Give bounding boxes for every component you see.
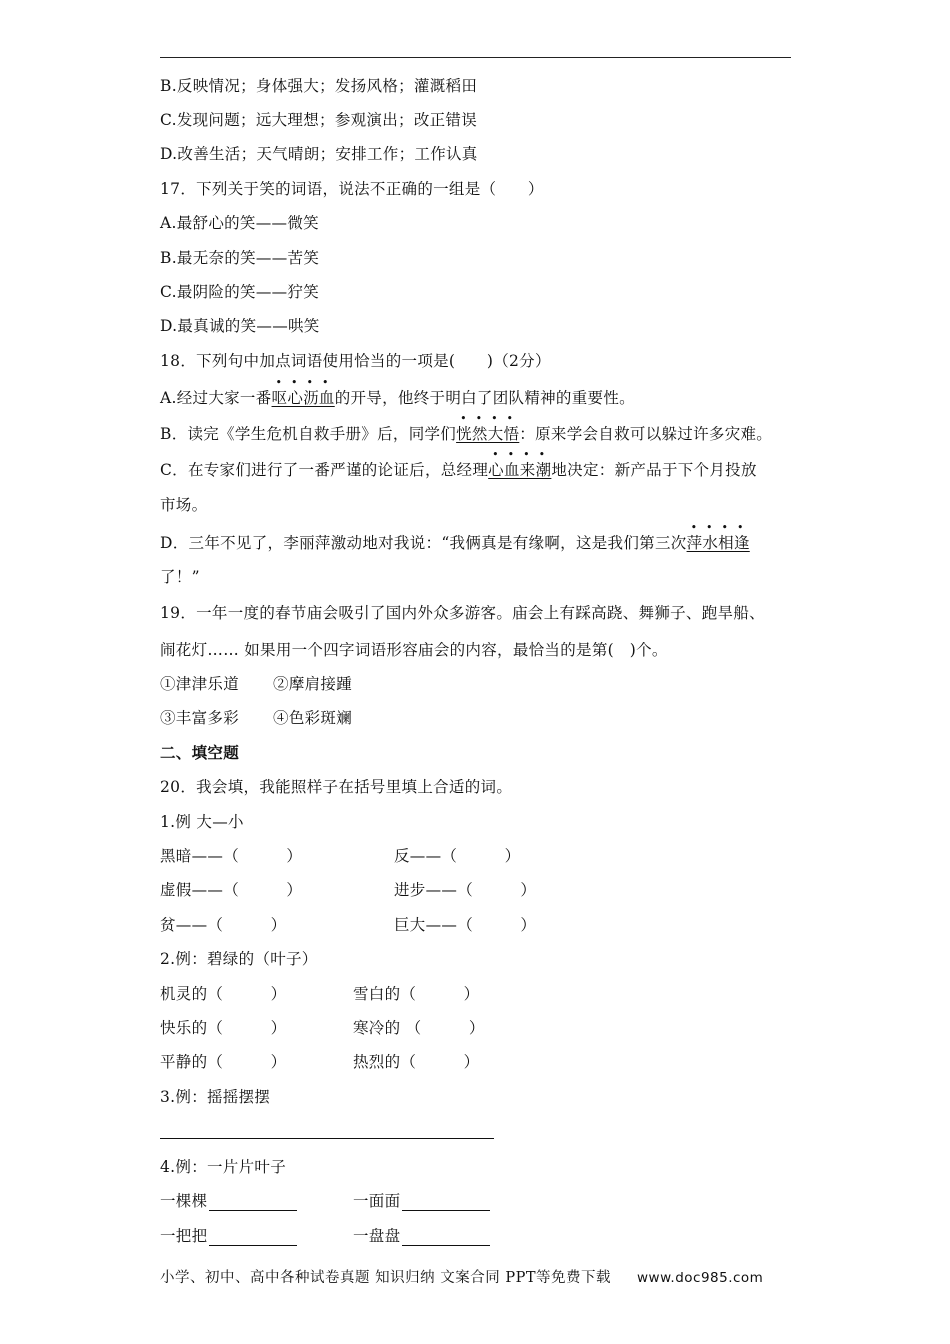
measure-word-row: 一棵棵 一面面 [160,1191,297,1211]
question-17-option-a: A.最舒心的笑——微笑 [160,214,319,232]
footer-site-link[interactable]: www.doc985.com [637,1270,764,1286]
measure-word-row: 一把把 一盘盘 [160,1226,297,1246]
part4-example: 4.例：一片片叶子 [160,1158,286,1176]
question-18-option-d-cont: 了！” [160,568,200,586]
question-18-option-c-cont: 市场。 [160,496,208,514]
part2-example: 2.例：碧绿的（叶子） [160,950,318,968]
question-19-options-row2: ③丰富多彩 ④色彩斑斓 [160,709,353,727]
section-title: 二、填空题 [160,743,240,762]
header-rule [160,57,791,58]
question-18-option-b: B．读完《学生危机自救手册》后，同学们 •••• 恍然大悟：原来学会自救可以躲过许多灾难。 [160,412,773,443]
part1-example: 1.例 大—小 [160,813,244,831]
question-19-options-row1: ①津津乐道 ②摩肩接踵 [160,675,353,693]
question-19-line1: 19．一年一度的春节庙会吸引了国内外众多游客。庙会上有踩高跷、舞狮子、跑旱船、 [160,604,765,622]
footer-text: 小学、初中、高中各种试卷真题 知识归纳 文案合同 PPT等免费下载 [160,1270,612,1286]
option-16-d: D.改善生活；天气晴朗；安排工作；工作认真 [160,145,478,163]
phrase-row: 机灵的（ ） 雪白的（ ） [160,985,480,1003]
emphasis-dots: •••• [275,376,338,389]
antonym-row: 贫——（ ） 巨大——（ ） [160,916,537,934]
emphasized-term: 恍然大悟 [456,425,520,443]
emphasis-dots: •••• [690,521,753,534]
phrase-row: 平静的（ ） 热烈的（ ） [160,1053,480,1071]
question-18-option-a: A.经过大家一番 •••• 呕心沥血的开导，他终于明白了团队精神的重要性。 [160,376,635,407]
question-18-option-d: D．三年不见了，李丽萍激动地对我说：“我俩真是有缘啊，这是我们第三次 •••• 萍水相逢 [160,521,753,552]
question-17-option-b: B.最无奈的笑——苦笑 [160,249,320,267]
emphasized-term: 萍水相逢 [686,534,750,552]
emphasis-dots: •••• [460,412,523,425]
part3-example: 3.例：摇摇摆摆 [160,1088,271,1106]
antonym-row: 虚假——（ ） 进步——（ ） [160,881,537,899]
phrase-row: 快乐的（ ） 寒冷的 （ ） [160,1019,485,1037]
blank-line [209,1229,297,1246]
blank-line [402,1229,490,1246]
question-19-line2: 闹花灯…… 如果用一个四字词语形容庙会的内容，最恰当的是第( )个。 [160,641,668,659]
question-18-stem: 18．下列句中加点词语使用恰当的一项是( )（2分） [160,352,551,370]
question-17-option-c: C.最阴险的笑——狞笑 [160,283,320,301]
blank-line [209,1194,297,1211]
option-16-b: B.反映情况；身体强大；发扬风格；灌溉稻田 [160,77,478,95]
antonym-row: 黑暗——（ ） 反——（ ） [160,847,521,865]
answer-line [160,1138,494,1139]
question-18-option-c: C．在专家们进行了一番严谨的论证后，总经理 •••• 心血来潮地决定：新产品于下个月投放 [160,448,757,479]
emphasized-term: 心血来潮 [488,461,552,479]
question-20-stem: 20．我会填，我能照样子在括号里填上合适的词。 [160,778,513,796]
emphasized-term: 呕心沥血 [271,389,335,407]
question-17-stem: 17．下列关于笑的词语，说法不正确的一组是（ ） [160,180,544,198]
emphasis-dots: •••• [492,448,555,461]
option-16-c: C.发现问题；远大理想；参观演出；改正错误 [160,111,478,129]
question-17-option-d: D.最真诚的笑——哄笑 [160,317,320,335]
footer [160,1266,763,1287]
blank-line [402,1194,490,1211]
